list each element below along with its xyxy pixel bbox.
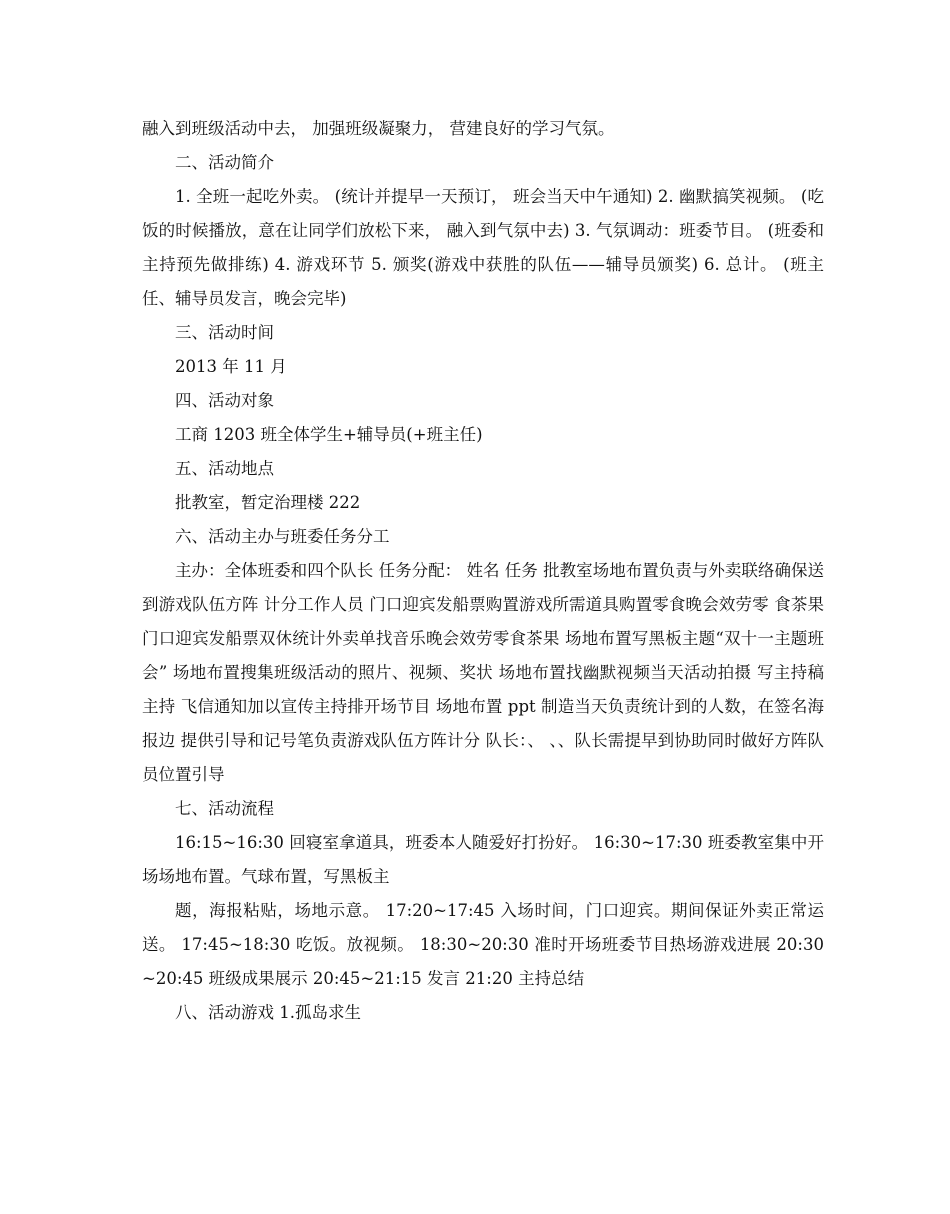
paragraph-intro-continuation: 融入到班级活动中去， 加强班级凝聚力， 营建良好的学习气氛。 (142, 119, 615, 138)
paragraph-activity-summary: 1. 全班一起吃外卖。 (统计并提早一天预订， 班会当天中午通知) 2. 幽默搞笑视频。 (吃饭的时候播放，意在让同学们放松下来， 融入到气氛中去) 3. 气氛调动：班委节目。 (班委和主持预先做排练) 4. 游戏环节 5. 颁奖(游戏中获胜的队伍——辅导员颁奖) 6. 总计。 (班主任、辅导员发言，晚会完毕) (142, 187, 824, 308)
section-heading-activity-location: 五、活动地点 (175, 459, 274, 478)
section-heading-activity-time: 三、活动时间 (175, 323, 274, 342)
section-heading-activity-summary: 二、活动简介 (175, 153, 274, 172)
section-heading-activity-audience: 四、活动对象 (175, 391, 274, 410)
section-heading-activity-flow: 七、活动流程 (175, 799, 274, 818)
section-heading-activity-games: 八、活动游戏 1.孤岛求生 (175, 1003, 361, 1022)
paragraph-activity-flow-part2: 题，海报粘贴，场地示意。 17:20~17:45 入场时间，门口迎宾。期间保证外卖正常运送。 17:45~18:30 吃饭。放视频。 18:30~20:30 准时开场班委节目热场游戏进展 20:30~20:45 班级成果展示 20:45~21:15 发言 21:20 主持总结 (142, 901, 824, 988)
paragraph-activity-time: 2013 年 11 月 (175, 357, 287, 376)
paragraph-activity-audience: 工商 1203 班全体学生+辅导员(+班主任) (175, 425, 483, 444)
paragraph-activity-location: 批教室，暂定治理楼 222 (175, 493, 361, 512)
paragraph-activity-flow-part1: 16:15~16:30 回寝室拿道具，班委本人随爱好打扮好。 16:30~17:30 班委教室集中开场场地布置。气球布置，写黑板主 (142, 833, 824, 886)
section-heading-organizer-tasks: 六、活动主办与班委任务分工 (175, 527, 390, 546)
document-body (142, 112, 824, 1030)
paragraph-organizer-tasks: 主办：全体班委和四个队长 任务分配： 姓名 任务 批教室场地布置负责与外卖联络确保送到游戏队伍方阵 计分工作人员 门口迎宾发船票购置游戏所需道具购置零食晚会效劳零 食茶果 门口迎宾发船票双休统计外卖单找音乐晚会效劳零食茶果 场地布置写黑板主题“双十一主题班会” 场地布置搜集班级活动的照片、视频、奖状 场地布置找幽默视频当天活动拍摄 写主持稿主持 飞信通知加以宣传主持排开场节目 场地布置 ppt 制造当天负责统计到的人数，在签名海报边 提供引导和记号笔负责游戏队伍方阵计分 队长：、 、、队长需提早到协助同时做好方阵队员位置引导 (142, 561, 824, 784)
